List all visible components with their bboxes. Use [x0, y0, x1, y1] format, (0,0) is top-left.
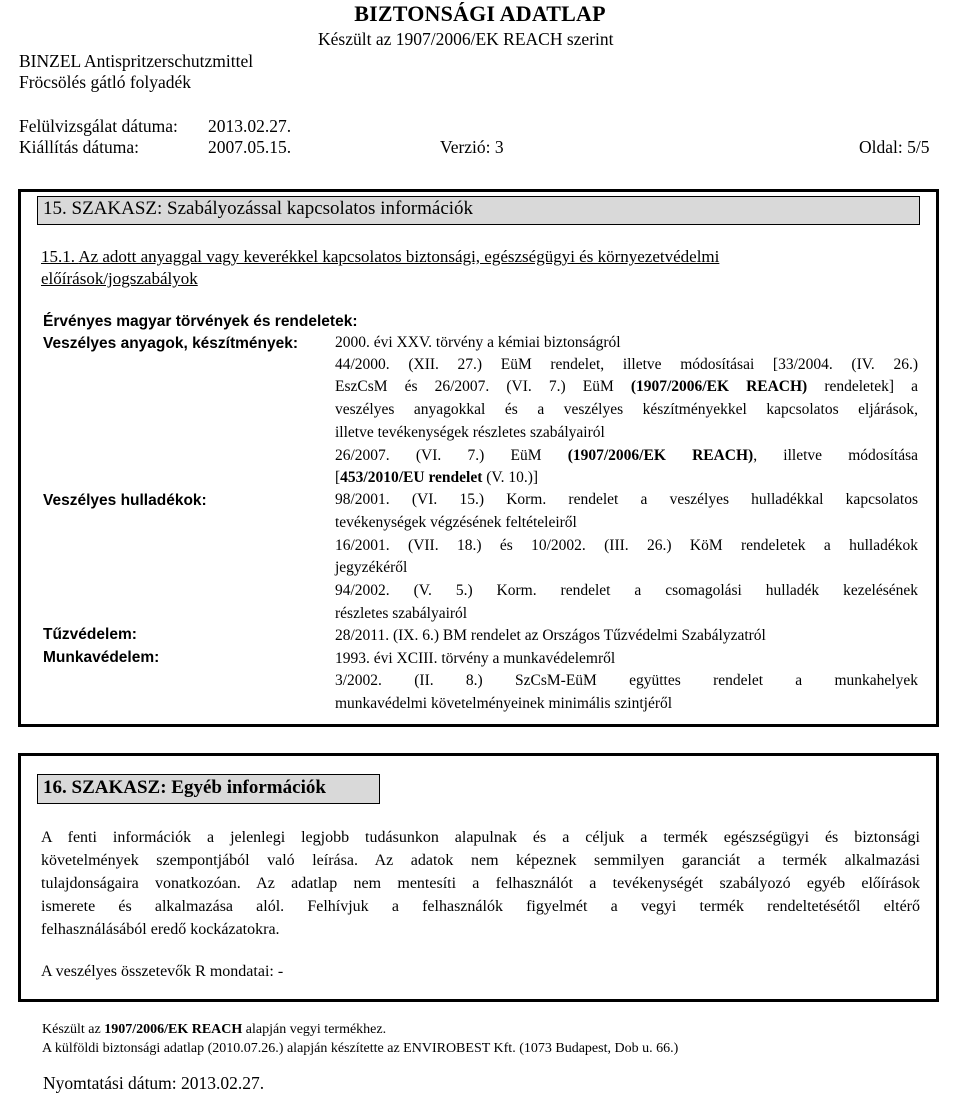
law-line: 2000. évi XXV. törvény a kémiai biztonságról — [335, 334, 621, 351]
law-line: munkavédelmi követelményeinek minimális szintjéről — [335, 695, 673, 712]
law-line: 16/2001. (VII. 18.) és 10/2002. (III. 26.) KöM rendeletek a hulladékok — [335, 537, 918, 554]
hazardous-substances-label: Veszélyes anyagok, készítmények: — [43, 335, 299, 352]
law-line: 44/2000. (XII. 27.) EüM rendelet, illetve módosításai [33/2004. (IV. 26.) — [335, 356, 918, 373]
r-phrases: A veszélyes összetevők R mondatai: - — [41, 963, 284, 980]
law-line: 28/2011. (IX. 6.) BM rendelet az Országos Tűzvédelmi Szabályzatról — [335, 627, 766, 644]
law-line: 26/2007. (VI. 7.) EüM (1907/2006/EK REACH), illetve módosítása — [335, 447, 918, 464]
fire-protection-label: Tűzvédelem: — [43, 626, 137, 643]
subsection-number: 15.1. — [41, 247, 75, 266]
law-line: tevékenységek végzésének feltételeiről — [335, 514, 577, 531]
info-paragraph-line: tulajdonságaira vonatkozóan. Az adatlap nem mentesíti a felhasználót a tevékenységét szabályozó egyéb előírások — [41, 875, 920, 892]
valid-laws-heading: Érvényes magyar törvények és rendeletek: — [43, 313, 358, 330]
law-line: EszCsM és 26/2007. (VI. 7.) EüM (1907/2006/EK REACH) rendeletek] a — [335, 378, 918, 395]
product-subname: Fröcsölés gátló folyadék — [19, 72, 192, 92]
issue-date-label: Kiállítás dátuma: — [19, 137, 140, 157]
law-line: jegyzékéről — [335, 559, 408, 576]
work-safety-label: Munkavédelem: — [43, 649, 160, 666]
subsection-title-line-1: Az adott anyaggal vagy keverékkel kapcsolatos biztonsági, egészségügyi és környezetvédelmi — [78, 247, 720, 266]
reach-note-post: alapján vegyi termékhez. — [242, 1022, 387, 1037]
law-line: illetve tevékenységek részletes szabályairól — [335, 424, 605, 441]
hazardous-waste-label: Veszélyes hulladékok: — [43, 492, 207, 509]
info-paragraph-line: A fenti információk a jelenlegi legjobb tudásunkon alapulnak és a céljuk a termék egészségügyi és biztonsági — [41, 829, 920, 846]
print-date: Nyomtatási dátum: 2013.02.27. — [43, 1073, 265, 1093]
info-paragraph-line: ismerete és alkalmazása alól. Felhívjuk a felhasználók figyelmét a vegyi termék rendeltetésétől eltérő — [41, 898, 920, 915]
page-number: Oldal: 5/5 — [859, 137, 930, 157]
reach-note-pre: Készült az — [42, 1022, 105, 1037]
law-line: 98/2001. (VI. 15.) Korm. rendelet a veszélyes hulladékkal kapcsolatos — [335, 491, 918, 508]
revision-date-value: 2013.02.27. — [208, 116, 292, 136]
law-line: részletes szabályairól — [335, 605, 468, 622]
version: Verzió: 3 — [440, 137, 504, 157]
subsection-15-1-heading — [41, 247, 719, 267]
law-line: 94/2002. (V. 5.) Korm. rendelet a csomagolási hulladék kezelésének — [335, 582, 918, 599]
info-paragraph-line: felhasználásából eredő kockázatokra. — [41, 921, 280, 938]
info-paragraph-line: követelmények szempontjából való leírása. Az adatok nem képeznek semmilyen garanciát a termék alkalmazási — [41, 852, 920, 869]
foreign-sds-note: A külföldi biztonsági adatlap (2010.07.26.) alapján készítette az ENVIROBEST Kft. (1073 Budapest, Dob u. 66.) — [42, 1041, 679, 1056]
issue-date-value: 2007.05.15. — [208, 137, 292, 157]
document-subtitle: Készült az 1907/2006/EK REACH szerint — [318, 29, 614, 49]
reach-note-bold: 1907/2006/EK REACH — [104, 1022, 243, 1037]
law-line: 3/2002. (II. 8.) SzCsM-EüM együttes rendelet a munkahelyek — [335, 672, 918, 689]
law-line: [453/2010/EU rendelet (V. 10.)] — [335, 469, 539, 486]
reach-note — [42, 1022, 386, 1038]
subsection-title-line-2: előírások/jogszabályok — [41, 269, 198, 288]
law-line: veszélyes anyagokkal és a veszélyes készítményekkel kapcsolatos eljárások, — [335, 401, 918, 418]
law-line: 1993. évi XCIII. törvény a munkavédelemről — [335, 650, 616, 667]
section-15-title: 15. SZAKASZ: Szabályozással kapcsolatos információk — [43, 198, 474, 219]
section-16-title: 16. SZAKASZ: Egyéb információk — [43, 777, 326, 798]
product-name: BINZEL Antispritzerschutzmittel — [19, 51, 254, 71]
document-title: BIZTONSÁGI ADATLAP — [354, 1, 606, 26]
revision-date-label: Felülvizsgálat dátuma: — [19, 116, 178, 136]
